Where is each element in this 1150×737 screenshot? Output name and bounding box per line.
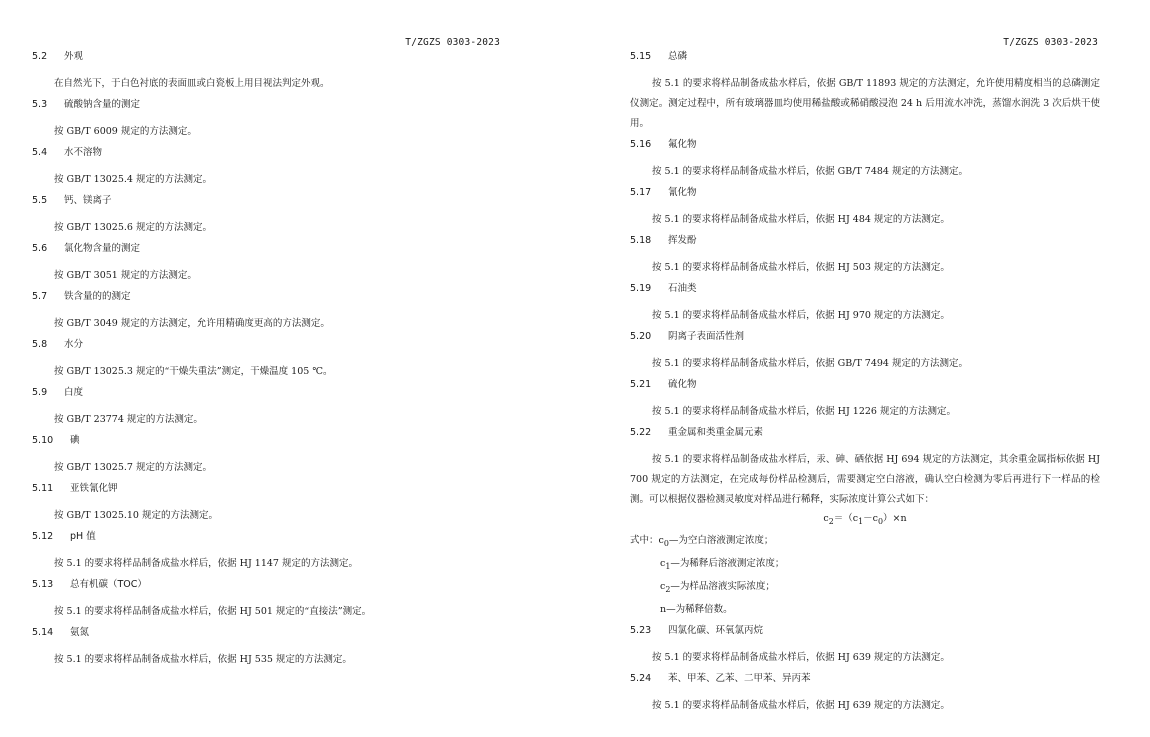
section-heading bbox=[630, 378, 1100, 392]
legend-symbol: c bbox=[660, 557, 666, 569]
section-heading bbox=[32, 482, 503, 496]
formula-legend-item bbox=[630, 531, 1100, 554]
section-title: pH 值 bbox=[70, 531, 96, 542]
section-paragraph: 按 5.1 的要求将样品制备成盐水样后，依据 GB/T 7484 规定的方法测定。 bbox=[652, 166, 968, 177]
section-group bbox=[630, 138, 1100, 422]
section-title: 氰化物 bbox=[668, 187, 697, 198]
section-title: 氟化物 bbox=[668, 139, 697, 150]
section-heading bbox=[630, 282, 1100, 296]
section-heading bbox=[32, 338, 503, 352]
section-heading bbox=[32, 290, 503, 304]
section-paragraph: 按 5.1 的要求将样品制备成盐水样后，汞、砷、硒依据 HJ 694 规定的方法测定，其余重金属指标依据 HJ 700 规定的方法测定，在完成每份样品检测后，需要测定空白溶液，确认空白检测为零后再进行下一样品的检测。可以根据仪器检测灵敏度对样品进行稀释，实际浓度计算公式如下： bbox=[630, 454, 1100, 505]
section-paragraph: 按 5.1 的要求将样品制备成盐水样后，依据 HJ 970 规定的方法测定。 bbox=[652, 310, 950, 321]
section-group bbox=[630, 624, 1100, 716]
section-number: 5.18 bbox=[630, 235, 652, 246]
section-paragraph: 按 GB/T 13025.6 规定的方法测定。 bbox=[54, 222, 212, 233]
section-title: 亚铁氰化钾 bbox=[70, 483, 118, 494]
formula-subscript: 2 bbox=[828, 516, 834, 526]
section-title: 石油类 bbox=[668, 283, 697, 294]
concentration-formula bbox=[630, 510, 1100, 531]
section-paragraph: 按 5.1 的要求将样品制备成盐水样后，依据 GB/T 11893 规定的方法测定，允许使用精度相当的总磷测定仪测定。测定过程中，所有玻璃器皿均使用稀盐酸或稀硝酸浸泡 24 h 后用流水冲洗，蒸馏水润洗 3 次后烘干使用。 bbox=[630, 78, 1100, 129]
section-title: 苯、甲苯、乙苯、二甲苯、异丙苯 bbox=[668, 672, 811, 684]
section-number: 5.15 bbox=[630, 51, 652, 62]
formula-part: ＝（c bbox=[833, 513, 859, 524]
section-title: 总有机碳（TOC） bbox=[70, 579, 147, 590]
section-number: 5.10 bbox=[32, 435, 54, 446]
section-heading bbox=[32, 242, 503, 256]
where-intro: 式中： bbox=[630, 534, 659, 546]
section-number: 5.11 bbox=[32, 483, 54, 494]
section-paragraph: 在自然光下，于白色衬底的表面皿或白瓷板上用目视法判定外观。 bbox=[54, 78, 330, 89]
formula-subscript: 0 bbox=[877, 516, 883, 526]
formula-part: ）×n bbox=[882, 513, 907, 524]
left-content bbox=[32, 50, 503, 674]
section-paragraph: 按 5.1 的要求将样品制备成盐水样后，依据 HJ 639 规定的方法测定。 bbox=[652, 651, 950, 663]
legend-symbol: c bbox=[660, 580, 666, 592]
legend-subscript: 0 bbox=[663, 538, 669, 548]
section-number: 5.20 bbox=[630, 331, 652, 342]
section-number: 5.16 bbox=[630, 139, 652, 150]
section-number: 5.2 bbox=[32, 51, 48, 62]
section-heading bbox=[630, 186, 1100, 200]
section-number: 5.13 bbox=[32, 579, 54, 590]
section-number: 5.6 bbox=[32, 243, 48, 254]
section-title: 碘 bbox=[70, 435, 80, 446]
section-paragraph: 按 GB/T 6009 规定的方法测定。 bbox=[54, 126, 197, 137]
section-number: 5.5 bbox=[32, 195, 48, 206]
section-number: 5.24 bbox=[630, 672, 652, 684]
section-number: 5.17 bbox=[630, 187, 652, 198]
section-title: 阴离子表面活性剂 bbox=[668, 331, 745, 342]
section-paragraph: 按 5.1 的要求将样品制备成盐水样后，依据 HJ 484 规定的方法测定。 bbox=[652, 214, 950, 225]
section-number: 5.3 bbox=[32, 99, 48, 110]
section-paragraph: 按 5.1 的要求将样品制备成盐水样后，依据 HJ 535 规定的方法测定。 bbox=[54, 654, 352, 665]
section-title: 外观 bbox=[64, 51, 84, 62]
section-heading bbox=[32, 194, 503, 208]
section-number: 5.9 bbox=[32, 387, 48, 398]
section-title: 硫化物 bbox=[668, 379, 697, 390]
section-heading bbox=[630, 234, 1100, 248]
section-title: 挥发酚 bbox=[668, 235, 697, 246]
section-title: 重金属和类重金属元素 bbox=[668, 427, 764, 438]
section-heading bbox=[630, 50, 1100, 64]
section-paragraph: 按 GB/T 13025.4 规定的方法测定。 bbox=[54, 174, 212, 185]
section-heading bbox=[32, 386, 503, 400]
section-paragraph: 按 5.1 的要求将样品制备成盐水样后，依据 HJ 501 规定的“直接法”测定。 bbox=[54, 606, 372, 617]
section-heading bbox=[630, 624, 1100, 638]
formula-legend-item bbox=[630, 554, 1100, 577]
formula-subscript: 1 bbox=[858, 516, 864, 526]
section-paragraph: 按 5.1 的要求将样品制备成盐水样后，依据 HJ 1147 规定的方法测定。 bbox=[54, 558, 358, 569]
section-title: 水分 bbox=[64, 339, 84, 350]
section-heading bbox=[630, 138, 1100, 152]
formula-legend bbox=[630, 531, 1100, 620]
section-paragraph: 按 5.1 的要求将样品制备成盐水样后，依据 GB/T 7494 规定的方法测定。 bbox=[652, 358, 968, 369]
section-title: 氯化物含量的测定 bbox=[64, 243, 141, 254]
section-heading bbox=[630, 330, 1100, 344]
legend-subscript: 2 bbox=[665, 584, 671, 594]
section-paragraph: 按 GB/T 13025.10 规定的方法测定。 bbox=[54, 510, 218, 521]
legend-symbol: c bbox=[658, 534, 664, 546]
document-code: T/ZGZS 0303-2023 bbox=[1003, 37, 1098, 48]
section-heading bbox=[32, 530, 503, 544]
section-number: 5.22 bbox=[630, 427, 652, 438]
section-paragraph: 按 GB/T 23774 规定的方法测定。 bbox=[54, 414, 203, 425]
page-right bbox=[575, 0, 1150, 737]
legend-subscript: 1 bbox=[665, 561, 671, 571]
section-number: 5.7 bbox=[32, 291, 48, 302]
section-number: 5.19 bbox=[630, 283, 652, 294]
section-heading bbox=[630, 672, 1100, 686]
legend-description: —为空白溶液测定浓度； bbox=[668, 534, 774, 546]
section-number: 5.14 bbox=[32, 627, 54, 638]
section-title: 硫酸钠含量的测定 bbox=[64, 99, 141, 110]
section-number: 5.12 bbox=[32, 531, 54, 542]
legend-description: —为稀释后溶液测定浓度； bbox=[670, 557, 785, 569]
section-heading bbox=[32, 578, 503, 592]
section-paragraph: 按 5.1 的要求将样品制备成盐水样后，依据 HJ 639 规定的方法测定。 bbox=[652, 699, 950, 711]
section-heading bbox=[32, 146, 503, 160]
section-paragraph: 按 GB/T 13025.3 规定的“干燥失重法”测定，干燥温度 105 ℃。 bbox=[54, 366, 333, 377]
section-number: 5.4 bbox=[32, 147, 48, 158]
section-title: 白度 bbox=[64, 387, 84, 398]
section-title: 氨氮 bbox=[70, 627, 90, 638]
section-title: 钙、镁离子 bbox=[64, 195, 112, 206]
section-heading bbox=[630, 426, 1100, 440]
section-number: 5.21 bbox=[630, 379, 652, 390]
section-paragraph: 按 5.1 的要求将样品制备成盐水样后，依据 HJ 1226 规定的方法测定。 bbox=[652, 406, 956, 417]
legend-description: —为样品溶液实际浓度； bbox=[670, 580, 775, 592]
section-paragraph: 按 GB/T 13025.7 规定的方法测定。 bbox=[54, 462, 212, 473]
document-code: T/ZGZS 0303-2023 bbox=[405, 37, 500, 48]
section-heading bbox=[32, 626, 503, 640]
section-paragraph: 按 GB/T 3049 规定的方法测定，允许用精确度更高的方法测定。 bbox=[54, 318, 330, 329]
section-number: 5.23 bbox=[630, 624, 652, 636]
section-heading bbox=[32, 434, 503, 448]
section-title: 四氯化碳、环氧氯丙烷 bbox=[668, 624, 764, 636]
legend-description: —为稀释倍数。 bbox=[666, 603, 733, 615]
section-number: 5.8 bbox=[32, 339, 48, 350]
section-heading bbox=[32, 50, 503, 64]
section-title: 铁含量的的测定 bbox=[64, 291, 131, 302]
section-title: 总磷 bbox=[668, 51, 688, 62]
formula-symbol: c bbox=[823, 513, 829, 524]
section-paragraph: 按 5.1 的要求将样品制备成盐水样后，依据 HJ 503 规定的方法测定。 bbox=[652, 262, 950, 273]
right-content bbox=[630, 50, 1100, 720]
legend-symbol: n bbox=[660, 603, 667, 615]
section-paragraph: 按 GB/T 3051 规定的方法测定。 bbox=[54, 270, 197, 281]
section-title: 水不溶物 bbox=[64, 147, 103, 158]
formula-legend-item bbox=[630, 600, 1100, 620]
section-heading bbox=[32, 98, 503, 112]
formula-part: －c bbox=[863, 513, 878, 524]
formula-legend-item bbox=[630, 577, 1100, 600]
